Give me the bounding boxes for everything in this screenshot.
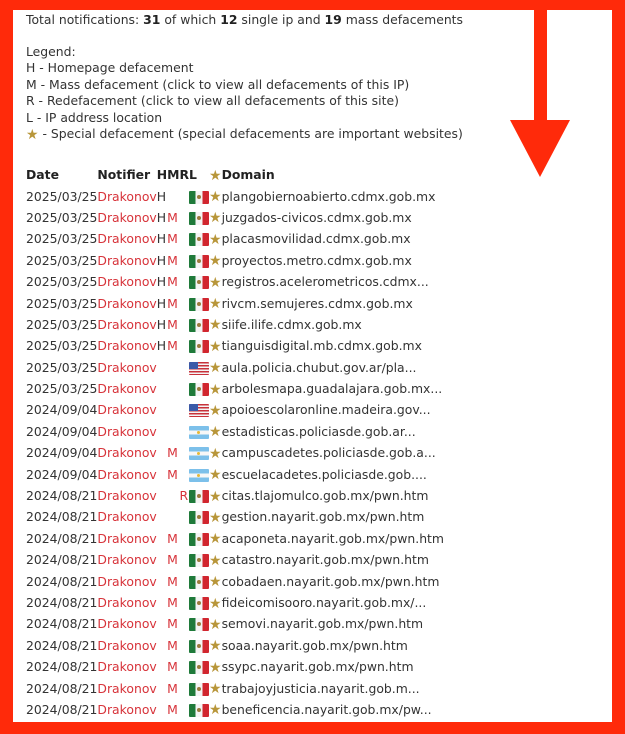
notifier-link[interactable]: Drakonov bbox=[97, 701, 157, 717]
notifier-link[interactable]: Drakonov bbox=[97, 680, 157, 696]
header-r: R bbox=[179, 167, 189, 183]
homepage-flag bbox=[157, 421, 167, 442]
date-cell: 2025/03/25 bbox=[26, 209, 98, 225]
down-arrow-icon bbox=[510, 120, 570, 177]
legend bbox=[26, 44, 463, 142]
notifier-link[interactable]: Drakonov bbox=[97, 466, 157, 482]
notifier-link[interactable]: Drakonov bbox=[97, 552, 157, 568]
table-row bbox=[26, 292, 444, 313]
table-row bbox=[26, 592, 444, 613]
date-cell: 2024/08/21 bbox=[26, 552, 98, 568]
notifier-link[interactable]: Drakonov bbox=[97, 445, 157, 461]
notifier-link[interactable]: Drakonov bbox=[97, 188, 157, 204]
flag-mx-icon bbox=[189, 490, 209, 503]
domain-link[interactable]: fideicomisooro.nayarit.gob.mx/... bbox=[221, 595, 427, 610]
domain-link[interactable]: catastro.nayarit.gob.mx/pwn.htm bbox=[221, 552, 429, 568]
homepage-flag bbox=[157, 549, 167, 570]
star-icon: ★ bbox=[209, 360, 222, 377]
star-icon: ★ bbox=[26, 127, 39, 144]
mass-link[interactable]: M bbox=[167, 595, 178, 610]
mass-link[interactable]: M bbox=[167, 231, 178, 247]
date-cell: 2024/08/21 bbox=[26, 616, 98, 632]
star-icon: ★ bbox=[209, 616, 222, 633]
legend-item-special-text: - Special defacement (special defacements are important websites) bbox=[38, 126, 463, 142]
flag-mx-icon bbox=[189, 683, 209, 696]
domain-link[interactable]: rivcm.semujeres.cdmx.gob.mx bbox=[221, 295, 413, 311]
header-domain: Domain bbox=[221, 167, 275, 183]
domain-link[interactable]: acaponeta.nayarit.gob.mx/pwn.htm bbox=[221, 530, 444, 546]
legend-item-m: M - Mass defacement (click to view all defacements of this IP) bbox=[26, 76, 410, 92]
flag-mx-icon bbox=[189, 576, 209, 589]
notifier-link[interactable]: Drakonov bbox=[97, 295, 157, 311]
homepage-flag bbox=[157, 506, 167, 527]
table-row bbox=[26, 677, 444, 698]
notifier-link[interactable]: Drakonov bbox=[97, 595, 157, 610]
date-cell: 2024/09/04 bbox=[26, 423, 98, 439]
notifier-link[interactable]: Drakonov bbox=[97, 423, 157, 439]
notifier-link[interactable]: Drakonov bbox=[97, 381, 157, 397]
star-icon: ★ bbox=[209, 638, 222, 655]
star-icon: ★ bbox=[209, 531, 222, 548]
redeface-link[interactable]: R bbox=[179, 488, 189, 504]
notifier-link[interactable]: Drakonov bbox=[97, 316, 157, 332]
date-cell: 2025/03/25 bbox=[26, 316, 98, 332]
star-icon: ★ bbox=[209, 595, 222, 612]
table-row bbox=[26, 485, 444, 506]
domain-link[interactable]: citas.tlajomulco.gob.mx/pwn.htm bbox=[221, 488, 429, 504]
table-row bbox=[26, 613, 444, 634]
date-cell: 2024/08/21 bbox=[26, 488, 98, 504]
date-cell: 2024/08/21 bbox=[26, 530, 98, 546]
star-icon: ★ bbox=[209, 488, 222, 505]
table-row bbox=[26, 570, 444, 591]
homepage-flag bbox=[157, 528, 167, 549]
domain-link[interactable]: aula.policia.chubut.gov.ar/pla... bbox=[221, 359, 417, 375]
table-row bbox=[26, 528, 444, 549]
homepage-flag bbox=[157, 357, 167, 378]
notifier-link[interactable]: Drakonov bbox=[97, 616, 157, 632]
flag-ar-icon bbox=[189, 469, 209, 482]
flag-mx-icon bbox=[189, 233, 209, 246]
flag-mx-icon bbox=[189, 511, 209, 524]
mass-link[interactable]: M bbox=[167, 680, 178, 696]
notifier-link[interactable]: Drakonov bbox=[97, 231, 157, 247]
flag-mx-icon bbox=[189, 340, 209, 353]
date-cell: 2025/03/25 bbox=[26, 295, 98, 311]
date-cell: 2025/03/25 bbox=[26, 359, 98, 375]
table-row bbox=[26, 656, 444, 677]
notifier-link[interactable]: Drakonov bbox=[97, 530, 157, 546]
table-row bbox=[26, 228, 444, 249]
homepage-flag: H bbox=[156, 295, 167, 311]
total-count: 31 bbox=[143, 12, 161, 27]
flag-ar-icon bbox=[189, 447, 209, 460]
flag-mx-icon bbox=[189, 212, 209, 225]
domain-link[interactable]: estadisticas.policiasde.gob.ar... bbox=[221, 423, 416, 439]
flag-mx-icon bbox=[189, 597, 209, 610]
legend-item-l: L - IP address location bbox=[26, 109, 163, 125]
legend-item-special bbox=[26, 126, 463, 142]
domain-link[interactable]: gestion.nayarit.gob.mx/pwn.htm bbox=[221, 509, 425, 525]
legend-item-r: R - Redefacement (click to view all defacements of this site) bbox=[26, 93, 399, 109]
flag-mx-icon bbox=[189, 255, 209, 268]
star-icon: ★ bbox=[209, 681, 222, 698]
notifier-link[interactable]: Drakonov bbox=[97, 637, 157, 653]
homepage-flag: H bbox=[156, 209, 167, 225]
single-ip-count: 12 bbox=[220, 12, 238, 27]
mass-link[interactable]: M bbox=[167, 466, 178, 482]
homepage-flag: H bbox=[156, 252, 167, 268]
flag-mx-icon bbox=[189, 319, 209, 332]
domain-link[interactable]: tianguisdigital.mb.cdmx.gob.mx bbox=[221, 338, 422, 354]
legend-title: Legend: bbox=[26, 44, 76, 59]
header-star bbox=[209, 164, 222, 185]
summary-mid1: of which bbox=[160, 12, 221, 27]
mass-link[interactable]: M bbox=[167, 445, 178, 461]
flag-mx-icon bbox=[189, 298, 209, 311]
star-icon: ★ bbox=[209, 317, 222, 334]
flag-mx-icon bbox=[189, 661, 209, 674]
homepage-flag bbox=[157, 378, 167, 399]
date-cell: 2024/08/21 bbox=[26, 595, 98, 610]
domain-link[interactable]: cobadaen.nayarit.gob.mx/pwn.htm bbox=[221, 573, 440, 589]
homepage-flag bbox=[157, 656, 167, 677]
notifier-link[interactable]: Drakonov bbox=[97, 402, 157, 418]
star-icon: ★ bbox=[209, 274, 222, 291]
date-cell: 2024/09/04 bbox=[26, 402, 98, 418]
notifier-link[interactable]: Drakonov bbox=[97, 252, 157, 268]
star-icon: ★ bbox=[209, 296, 222, 313]
notifier-link[interactable]: Drakonov bbox=[97, 488, 157, 504]
homepage-flag bbox=[157, 677, 167, 698]
domain-link[interactable]: plangobiernoabierto.cdmx.gob.mx bbox=[221, 188, 436, 204]
star-icon: ★ bbox=[209, 253, 222, 270]
summary-line bbox=[26, 12, 463, 27]
mass-link[interactable]: M bbox=[167, 701, 178, 717]
star-icon: ★ bbox=[209, 381, 222, 398]
table-row bbox=[26, 335, 444, 356]
star-icon: ★ bbox=[209, 167, 222, 184]
flag-us-icon bbox=[189, 404, 209, 417]
homepage-flag bbox=[157, 592, 167, 613]
date-cell: 2024/09/04 bbox=[26, 445, 98, 461]
date-cell: 2024/08/21 bbox=[26, 509, 98, 525]
domain-link[interactable]: trabajoyjusticia.nayarit.gob.m... bbox=[221, 680, 420, 696]
star-icon: ★ bbox=[209, 702, 222, 719]
star-icon: ★ bbox=[209, 445, 222, 462]
star-icon: ★ bbox=[209, 231, 222, 248]
notifier-link[interactable]: Drakonov bbox=[97, 209, 157, 225]
flag-ar-icon bbox=[189, 426, 209, 439]
homepage-flag bbox=[157, 699, 167, 720]
flag-mx-icon bbox=[189, 618, 209, 631]
table-row bbox=[26, 357, 444, 378]
domain-link[interactable]: beneficencia.nayarit.gob.mx/pw... bbox=[221, 701, 432, 717]
table-header-row bbox=[26, 164, 444, 185]
domain-link[interactable]: placasmovilidad.cdmx.gob.mx bbox=[221, 231, 411, 247]
mass-link[interactable]: M bbox=[167, 209, 178, 225]
domain-link[interactable]: proyectos.metro.cdmx.gob.mx bbox=[221, 252, 412, 268]
date-cell: 2025/03/25 bbox=[26, 338, 98, 354]
defacements-table bbox=[26, 164, 444, 720]
star-icon: ★ bbox=[209, 574, 222, 591]
notifications-panel bbox=[13, 10, 612, 722]
homepage-flag bbox=[157, 570, 167, 591]
header-h: H bbox=[156, 167, 168, 183]
table-row bbox=[26, 250, 444, 271]
domain-link[interactable]: ssypc.nayarit.gob.mx/pwn.htm bbox=[221, 659, 414, 675]
domain-link[interactable]: escuelacadetes.policiasde.gob.... bbox=[221, 466, 427, 482]
star-icon: ★ bbox=[209, 424, 222, 441]
star-icon: ★ bbox=[209, 338, 222, 355]
table-row bbox=[26, 421, 444, 442]
notifier-link[interactable]: Drakonov bbox=[97, 659, 157, 675]
table-row bbox=[26, 399, 444, 420]
flag-mx-icon bbox=[189, 191, 209, 204]
header-l: L bbox=[189, 167, 197, 183]
domain-link[interactable]: arbolesmapa.guadalajara.gob.mx... bbox=[221, 381, 443, 397]
date-cell: 2025/03/25 bbox=[26, 188, 98, 204]
date-cell: 2024/08/21 bbox=[26, 659, 98, 675]
mass-link[interactable]: M bbox=[167, 316, 178, 332]
mass-link[interactable]: M bbox=[167, 274, 178, 290]
domain-link[interactable]: siife.ilife.cdmx.gob.mx bbox=[221, 316, 362, 332]
table-row bbox=[26, 442, 444, 463]
table-row bbox=[26, 378, 444, 399]
notifier-link[interactable]: Drakonov bbox=[97, 359, 157, 375]
star-icon: ★ bbox=[209, 509, 222, 526]
date-cell: 2024/08/21 bbox=[26, 573, 98, 589]
table-row bbox=[26, 271, 444, 292]
flag-mx-icon bbox=[189, 383, 209, 396]
mass-link[interactable]: M bbox=[167, 252, 178, 268]
mass-link[interactable]: M bbox=[167, 616, 178, 632]
date-cell: 2024/09/04 bbox=[26, 466, 98, 482]
mass-link[interactable]: M bbox=[167, 552, 178, 568]
notifier-link[interactable]: Drakonov bbox=[97, 338, 157, 354]
header-notifier: Notifier bbox=[97, 167, 151, 183]
flag-mx-icon bbox=[189, 276, 209, 289]
homepage-flag bbox=[157, 485, 167, 506]
homepage-flag bbox=[157, 635, 167, 656]
homepage-flag: H bbox=[156, 338, 167, 354]
table-row bbox=[26, 635, 444, 656]
star-icon: ★ bbox=[209, 210, 222, 227]
star-icon: ★ bbox=[209, 402, 222, 419]
homepage-flag: H bbox=[156, 188, 167, 204]
star-icon: ★ bbox=[209, 467, 222, 484]
legend-item-h: H - Homepage defacement bbox=[26, 60, 194, 76]
table-row bbox=[26, 185, 444, 206]
date-cell: 2025/03/25 bbox=[26, 252, 98, 268]
star-icon: ★ bbox=[209, 659, 222, 676]
homepage-flag: H bbox=[156, 231, 167, 247]
table-row bbox=[26, 549, 444, 570]
domain-link[interactable]: semovi.nayarit.gob.mx/pwn.htm bbox=[221, 616, 424, 632]
notifier-link[interactable]: Drakonov bbox=[97, 509, 157, 525]
date-cell: 2025/03/25 bbox=[26, 274, 98, 290]
homepage-flag bbox=[157, 463, 167, 484]
date-cell: 2024/08/21 bbox=[26, 637, 98, 653]
mass-link[interactable]: M bbox=[167, 338, 178, 354]
homepage-flag: H bbox=[156, 316, 167, 332]
header-m: M bbox=[167, 167, 180, 183]
flag-mx-icon bbox=[189, 533, 209, 546]
flag-us-icon bbox=[189, 362, 209, 375]
arrow-shaft bbox=[534, 10, 547, 125]
homepage-flag bbox=[157, 613, 167, 634]
notifier-link[interactable]: Drakonov bbox=[97, 274, 157, 290]
date-cell: 2025/03/25 bbox=[26, 231, 98, 247]
star-icon: ★ bbox=[209, 552, 222, 569]
summary-prefix: Total notifications: bbox=[26, 12, 144, 27]
date-cell: 2024/08/21 bbox=[26, 680, 98, 696]
domain-link[interactable]: registros.acelerometricos.cdmx... bbox=[221, 274, 429, 290]
mass-count: 19 bbox=[324, 12, 342, 27]
mass-link[interactable]: M bbox=[167, 573, 178, 589]
domain-link[interactable]: apoioescolaronline.madeira.gov... bbox=[221, 402, 431, 418]
table-body bbox=[26, 185, 444, 720]
header-date: Date bbox=[26, 167, 59, 183]
mass-link[interactable]: M bbox=[167, 659, 178, 675]
table-row bbox=[26, 463, 444, 484]
mass-link[interactable]: M bbox=[167, 530, 178, 546]
notifier-link[interactable]: Drakonov bbox=[97, 573, 157, 589]
table-row bbox=[26, 207, 444, 228]
date-cell: 2024/08/21 bbox=[26, 701, 98, 717]
domain-link[interactable]: soaa.nayarit.gob.mx/pwn.htm bbox=[221, 637, 408, 653]
flag-mx-icon bbox=[189, 554, 209, 567]
summary-suffix: mass defacements bbox=[341, 12, 463, 27]
date-cell: 2025/03/25 bbox=[26, 381, 98, 397]
mass-link[interactable]: M bbox=[167, 295, 178, 311]
domain-link[interactable]: juzgados-civicos.cdmx.gob.mx bbox=[221, 209, 412, 225]
flag-mx-icon bbox=[189, 640, 209, 653]
star-icon: ★ bbox=[209, 189, 222, 206]
homepage-flag bbox=[157, 442, 167, 463]
summary-mid2: single ip and bbox=[237, 12, 325, 27]
mass-link[interactable]: M bbox=[167, 637, 178, 653]
domain-link[interactable]: campuscadetes.policiasde.gob.a... bbox=[221, 445, 436, 461]
table-row bbox=[26, 314, 444, 335]
table-row bbox=[26, 506, 444, 527]
homepage-flag bbox=[157, 399, 167, 420]
homepage-flag: H bbox=[156, 274, 167, 290]
flag-mx-icon bbox=[189, 704, 209, 717]
table-row bbox=[26, 699, 444, 720]
